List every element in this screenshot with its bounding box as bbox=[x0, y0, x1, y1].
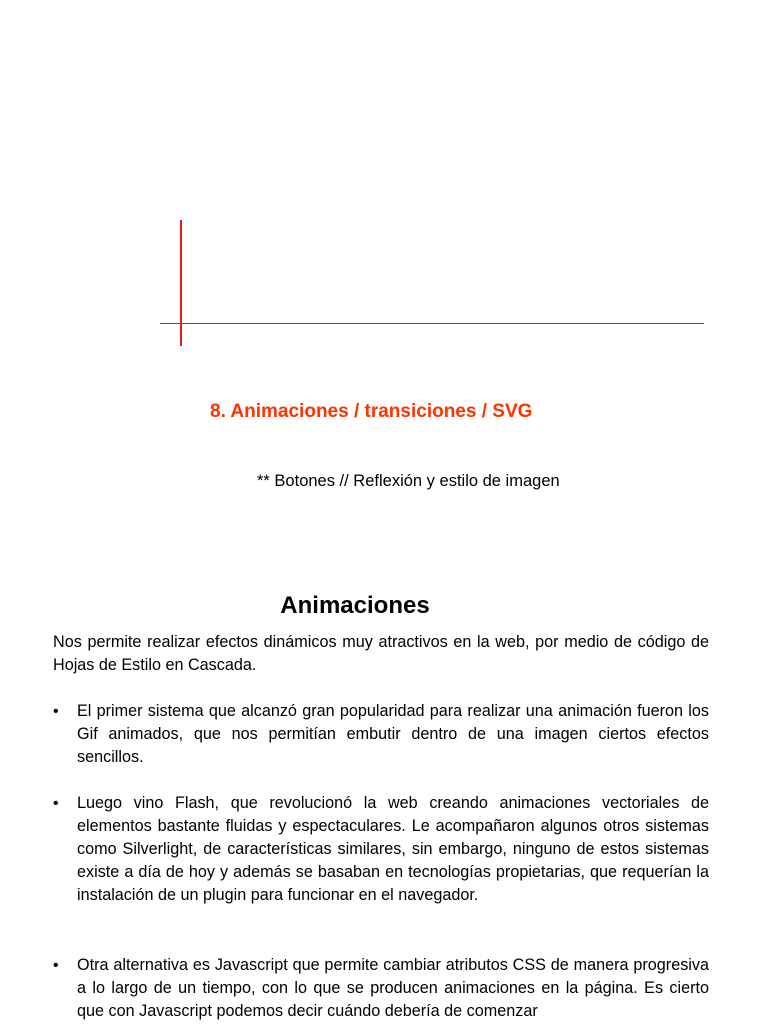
list-item bbox=[53, 700, 709, 769]
list-item-text: Luego vino Flash, que revolucionó la web creando animaciones vectoriales de elementos bastante fluidas y espectaculares. Le acompañaron algunos otros sistemas como Silverlight, de características similares, sin embargo, ninguno de estos sistemas existe a día de hoy y además se basaban en tecnologías propietarias, que requerían la instalación de un plugin para funcionar en el navegador. bbox=[77, 794, 709, 904]
list-item bbox=[53, 792, 709, 907]
intro-paragraph: Nos permite realizar efectos dinámicos muy atractivos en la web, por medio de código de Hojas de Estilo en Cascada. bbox=[53, 633, 709, 674]
list-item-text: Otra alternativa es Javascript que permite cambiar atributos CSS de manera progresiva a lo largo de un tiempo, con lo que se producen animaciones en la página. Es cierto que con Javascript podemos decir cuándo debería de comenzar bbox=[77, 956, 709, 1020]
list-item-text: El primer sistema que alcanzó gran popularidad para realizar una animación fueron los Gif animados, que nos permitían embutir dentro de una imagen ciertos efectos sencillos. bbox=[77, 702, 709, 766]
section-title: 8. Animaciones / transiciones / SVG bbox=[210, 401, 533, 422]
decorative-vertical-rule bbox=[180, 220, 182, 346]
decorative-horizontal-rule bbox=[160, 323, 704, 324]
bullet-icon: • bbox=[53, 795, 59, 812]
page-heading: Animaciones bbox=[280, 592, 430, 619]
list-item bbox=[53, 954, 709, 1023]
section-subtitle: ** Botones // Reflexión y estilo de imagen bbox=[257, 472, 560, 490]
bullet-icon: • bbox=[53, 957, 59, 974]
bullet-icon: • bbox=[53, 703, 59, 720]
